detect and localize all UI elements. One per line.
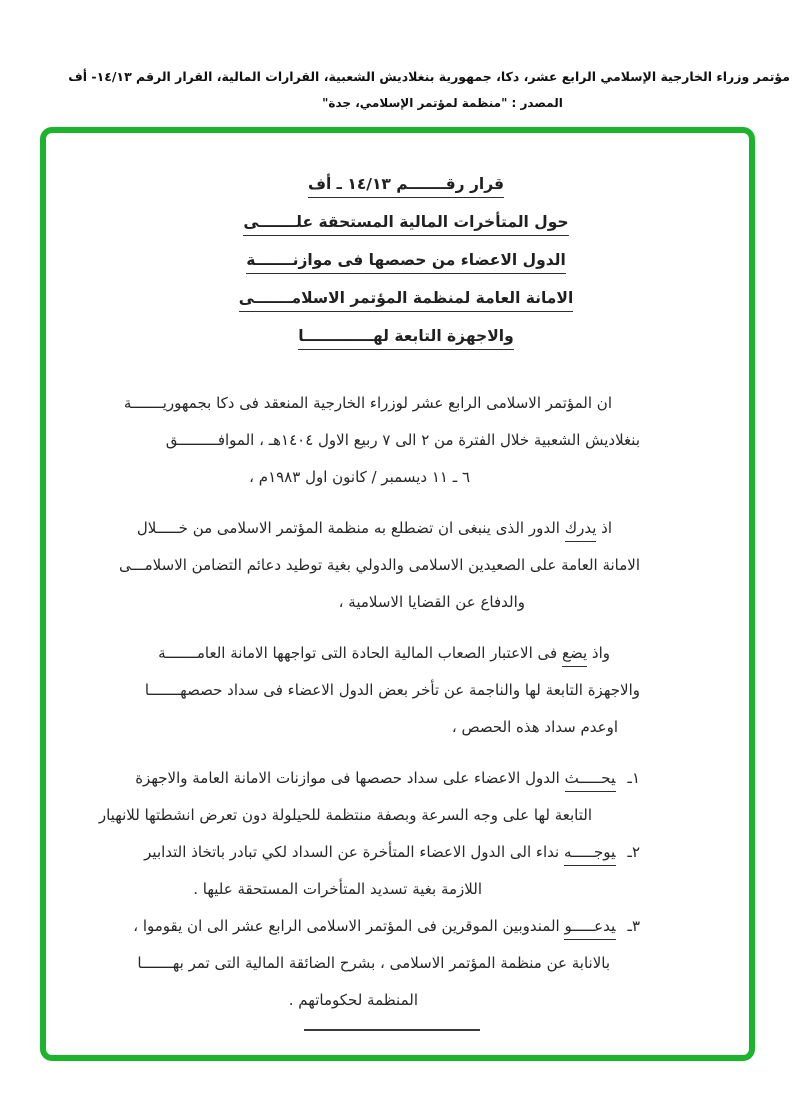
- p2-line2: الامانة العامة على الصعيدين الاسلامى والدولي بغية توطيد دعائم التضامن الاسلامـــى: [118, 556, 640, 574]
- p3-rest: فى الاعتبار الصعاب المالية الحادة التى تواجهها الامانة العامـــــــة: [158, 644, 562, 662]
- preamble-paragraph-1: [112, 385, 640, 496]
- item1-keyword: يحـــــث: [565, 769, 616, 792]
- title-line-1: قرار رقـــــــم ١٤/١٣ ـ أف: [308, 175, 504, 198]
- item2-rest: نداء الى الدول الاعضاء المتأخرة عن السداد لكي تبادر باتخاذ التدابير: [144, 843, 564, 861]
- title-line-2: حول المتأخرات المالية المستحقة علـــــــى: [243, 213, 568, 236]
- end-divider-line: [304, 1029, 480, 1031]
- operative-item-3: [112, 908, 640, 1019]
- item3-number: ٣ـ: [627, 917, 640, 935]
- p3-line2: والاجهزة التابعة لها والناجمة عن تأخر بعض الدول الاعضاء فى سداد حصصهـــــــا: [144, 681, 640, 699]
- item3-rest: المندوبين الموقرين فى المؤتمر الاسلامى الرابع عشر الى ان يقوموا ،: [133, 917, 565, 935]
- item3-keyword: يدعـــــو: [564, 917, 615, 940]
- item2-keyword: يوجـــــه: [564, 843, 616, 866]
- item2-line2: اللازمة بغية تسديد المتأخرات المستحقة عليها .: [193, 880, 482, 898]
- item2-line1: [112, 834, 640, 871]
- p2-pre: اذ: [596, 519, 612, 537]
- p3-pre: واذ: [587, 644, 610, 662]
- document-page: [98, 165, 640, 1031]
- p1-line2: بنغلاديش الشعبية خلال الفترة من ٢ الى ٧ ربيع الاول ١٤٠٤هـ ، الموافـــــــــق: [165, 431, 640, 449]
- item2-number: ٢ـ: [627, 843, 640, 861]
- p1-line1: ان المؤتمر الاسلامى الرابع عشر لوزراء الخارجية المنعقد فى دكا بجمهوريـــــــة: [123, 394, 612, 412]
- p2-rest: الدور الذى ينبغى ان تضطلع به منظمة المؤتمر الاسلامى من خـــــلال: [136, 519, 565, 537]
- p3-line1: [112, 635, 640, 672]
- p2-line3: والدفاع عن القضايا الاسلامية ،: [338, 593, 525, 611]
- item3-line3: المنظمة لحكوماتهم .: [288, 991, 418, 1009]
- title-line-4: الامانة العامة لمنظمة المؤتمر الاسلامـــــــى: [239, 289, 574, 312]
- title-line-3: الدول الاعضاء من حصصها فى موازنـــــــة: [246, 251, 566, 274]
- item3-line1: [112, 908, 640, 945]
- catalog-header: [68, 64, 790, 116]
- item1-rest: الدول الاعضاء على سداد حصصها فى موازنات الامانة العامة والاجهزة: [135, 769, 565, 787]
- item1-line2: التابعة لها على وجه السرعة وبصفة منتظمة للحيلولة دون تعرض انشطتها للانهيار: [98, 806, 592, 824]
- operative-item-1: [98, 760, 640, 834]
- title-line-5: والاجهزة التابعة لهـــــــــــــا: [298, 327, 513, 350]
- p1-line3: ٦ ـ ١١ ديسمبر / كانون اول ١٩٨٣م ،: [249, 468, 470, 486]
- item1-number: ١ـ: [627, 769, 640, 787]
- preamble-paragraph-3: [112, 635, 640, 746]
- p3-keyword: يضع: [562, 644, 587, 667]
- catalog-header-line1: مؤتمر وزراء الخارجية الإسلامي الرابع عشر، دكا، جمهورية بنغلاديش الشعبية، القرارات المالية، القرار الرقم ١٤/١٣- أف: [68, 69, 790, 84]
- p3-line3: اوعدم سداد هذه الحصص ،: [451, 718, 618, 736]
- resolution-title: [142, 165, 670, 355]
- p2-keyword: يدرك: [565, 519, 597, 542]
- operative-item-2: [112, 834, 640, 908]
- item3-line2: بالانابة عن منظمة المؤتمر الاسلامى ، بشرح الضائقة المالية التى تمر بهـــــــا: [137, 954, 610, 972]
- preamble-paragraph-2: [112, 510, 640, 621]
- item1-line1: [112, 760, 640, 797]
- catalog-header-source: المصدر : "منظمة لمؤتمر الإسلامي، جدة": [322, 96, 563, 110]
- p2-line1: [112, 510, 640, 547]
